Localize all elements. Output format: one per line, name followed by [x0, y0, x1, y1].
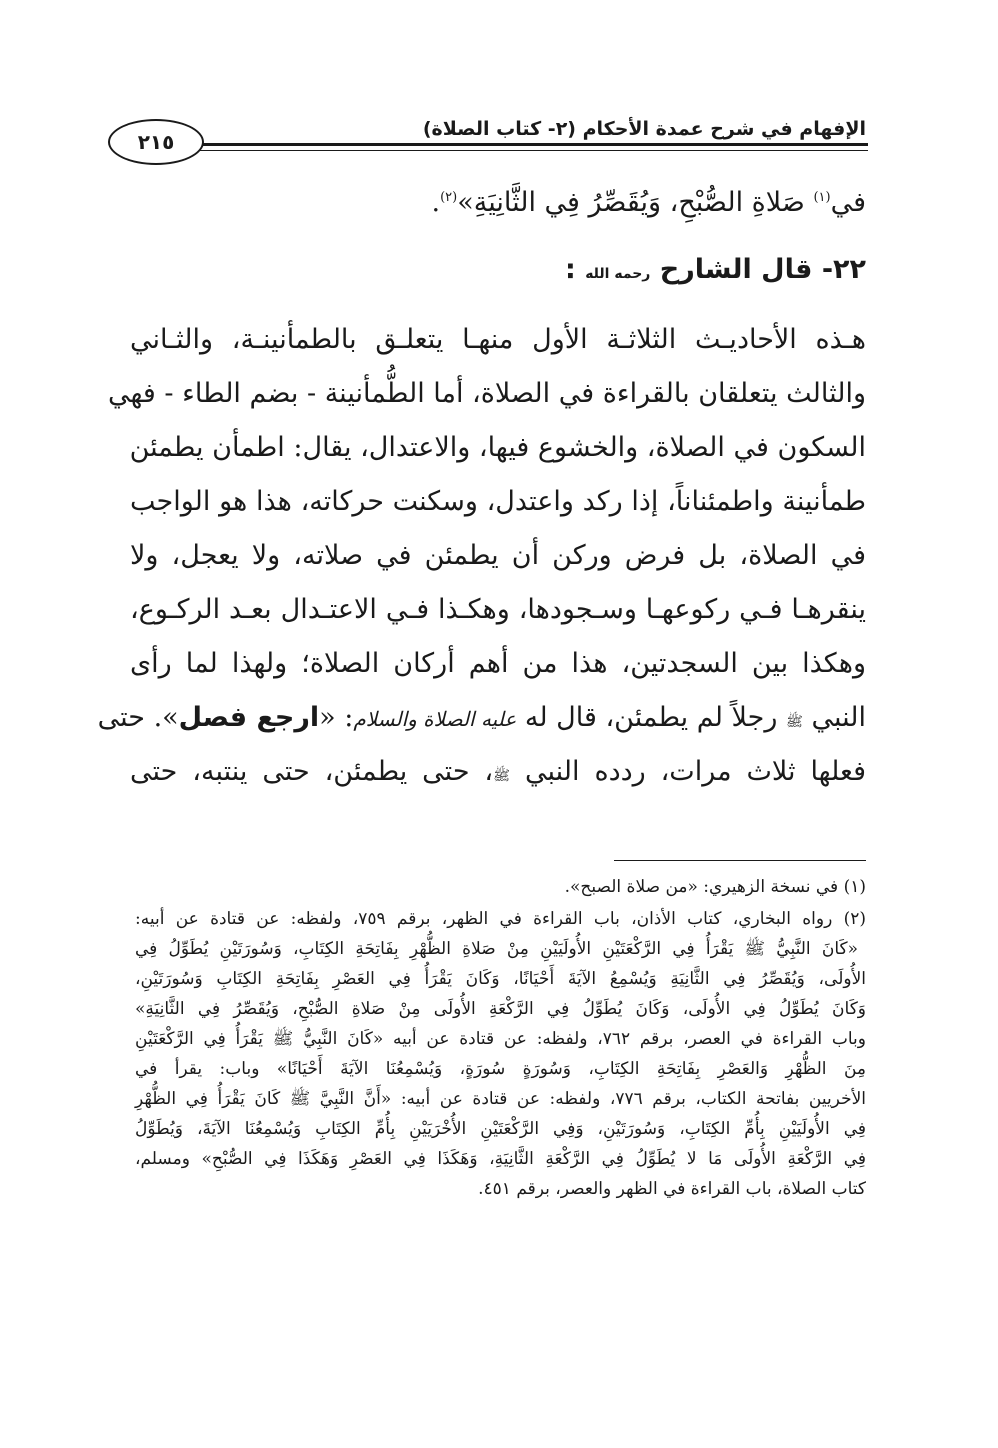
- page-number: ٢١٥: [108, 119, 204, 165]
- continuation-line: [130, 178, 866, 223]
- paragraph-line-6: ينقرهـا فـي ركوعهـا وسـجودها، وهكـذا فـي الاعتـدال بعـد الركـوع،: [130, 594, 866, 625]
- salawat-glyph: ﷺ: [785, 714, 803, 730]
- paragraph-line-5: في الصلاة، بل فرض وركن أن يطمئن في صلاته، ولا يعجل، ولا: [130, 540, 866, 571]
- header-rule-thin: [200, 150, 868, 151]
- footnote-2-line-2: «كَانَ النَّبِيُّ ﷺ يَقْرَأُ فِي الرَّكْعَتَيْنِ الأُولَيَيْنِ مِنْ صَلاةِ الظُّهْرِ بِفَاتِحَةِ الكِتَابِ، وَسُورَتَيْنِ يُطَوِّلُ فِي: [135, 939, 858, 959]
- alayhi-salam: عليه الصلاة والسلام: [353, 707, 517, 731]
- footnote-2-line-9: فِي الرَّكْعَةِ الأُولَى مَا لا يُطَوِّلُ فِي الرَّكْعَةِ الثَّانِيَةِ، وَهَكَذَا فِي العَصْرِ وَهَكَذَا فِي الصُّبْحِ» ومسلم،: [135, 1149, 866, 1169]
- heading-text: ٢٢- قال الشارح: [659, 254, 866, 285]
- footnote-2-line-3: الأُولَى، وَيُقَصِّرُ فِي الثَّانِيَةِ وَيُسْمِعُ الآيَةَ أَحْيَانًا، وَكَانَ يَقْرَأُ فِي العَصْرِ بِفَاتِحَةِ الكِتَابِ وَسُورَتَيْنِ،: [135, 969, 866, 989]
- honorific-glyph: رحمه الله: [585, 266, 651, 282]
- paragraph-line-7: وهكذا بين السجدتين، هذا من أهم أركان الصلاة؛ ولهذا لما رأى: [130, 648, 866, 679]
- footnote-separator: [614, 860, 866, 861]
- line1-text: صَلاةِ الصُّبْحِ، وَيُقَصِّرُ فِي الثَّانِيَةِ»: [457, 187, 814, 218]
- hadith-quote: ارجع فصل: [178, 702, 320, 733]
- footnote-2-line-7: الأخريين بفاتحة الكتاب، برقم ٧٧٦، ولفظه: عن قتادة عن أبيه: «أَنَّ النَّبِيَّ ﷺ كَانَ يَقْرَأُ فِي الظُّهْرِ: [135, 1089, 866, 1109]
- line1-end: .: [431, 187, 441, 218]
- paragraph-line-1: هـذه الأحاديـث الثلاثـة الأول منهـا يتعلـق بالطمأنينـة، والثـاني: [130, 324, 866, 355]
- footnote-2-line-4: وَكَانَ يُطَوِّلُ فِي الأُولَى، وَكَانَ يُطَوِّلُ فِي الرَّكْعَةِ الأُولَى مِنْ صَلاةِ الصُّبْحِ، وَيُقَصِّرُ فِي الثَّانِيَةِ»: [135, 999, 866, 1019]
- line8-c: : «: [319, 702, 354, 733]
- paragraph-line-8: [97, 698, 866, 742]
- header-rule-thick: [200, 143, 868, 146]
- paragraph-line-2: والثالث يتعلقان بالقراءة في الصلاة، أما الطُّمأنينة - بضم الطاء - فهي: [107, 378, 866, 409]
- footnote-ref-2: (٢): [440, 190, 458, 205]
- paragraph-line-9: [130, 752, 866, 796]
- footnote-2-line-10: كتاب الصلاة، باب القراءة في الظهر والعصر، برقم ٤٥١.: [478, 1179, 866, 1199]
- salawat-glyph-2: ﷺ: [493, 768, 511, 784]
- line8-a: النبي: [811, 702, 866, 733]
- line1-word: في: [830, 187, 866, 218]
- line8-b: رجلاً لم يطمئن، قال له: [516, 702, 778, 733]
- footnote-2-line-6: مِنَ الظُّهْرِ وَالعَصْرِ بِفَاتِحَةِ الكِتَابِ، وَسُورَةٍ سُورَةٍ، وَيُسْمِعُنَا الآيَةَ أَحْيَانًا» وباب: يقرأ في: [135, 1059, 866, 1079]
- footnote-2-line-8: فِي الأُولَيَيْنِ بِأُمِّ الكِتَابِ، وَسُورَتَيْنِ، وَفِي الرَّكْعَتَيْنِ الأُخْرَيَيْنِ بِأُمِّ الكِتَابِ وَيُسْمِعُنَا الآيَةَ، وَيُطَوِّلُ: [135, 1119, 866, 1139]
- paragraph-line-3: السكون في الصلاة، والخشوع فيها، والاعتدال، يقال: اطمأن يطمئن: [129, 432, 866, 463]
- section-heading: [130, 250, 866, 294]
- footnote-ref-1: (١): [813, 190, 831, 205]
- footnote-2-line-1: (٢) رواه البخاري، كتاب الأذان، باب القراءة في الظهر، برقم ٧٥٩، ولفظه: عن قتادة عن أبيه:: [135, 909, 866, 929]
- line9-b: ، حتى يطمئن، حتى ينتبه، حتى: [130, 756, 494, 787]
- line9-a: فعلها ثلاث مرات، ردده النبي: [525, 756, 866, 787]
- running-title: الإفهام في شرح عمدة الأحكام (٢- كتاب الصلاة): [422, 118, 866, 140]
- line8-d: ». حتى: [97, 702, 179, 733]
- heading-colon: :: [564, 254, 576, 285]
- footnote-1: (١) في نسخة الزهيري: «من صلاة الصبح».: [564, 877, 866, 897]
- footnote-2-line-5: وباب القراءة في العصر، برقم ٧٦٢، ولفظه: عن قتادة عن أبيه «كَانَ النَّبِيُّ ﷺ يَقْرَأُ فِي الرَّكْعَتَيْنِ: [135, 1029, 866, 1049]
- paragraph-line-4: طمأنينة واطمئناناً، إذا ركد واعتدل، وسكنت حركاته، هذا هو الواجب: [130, 486, 866, 517]
